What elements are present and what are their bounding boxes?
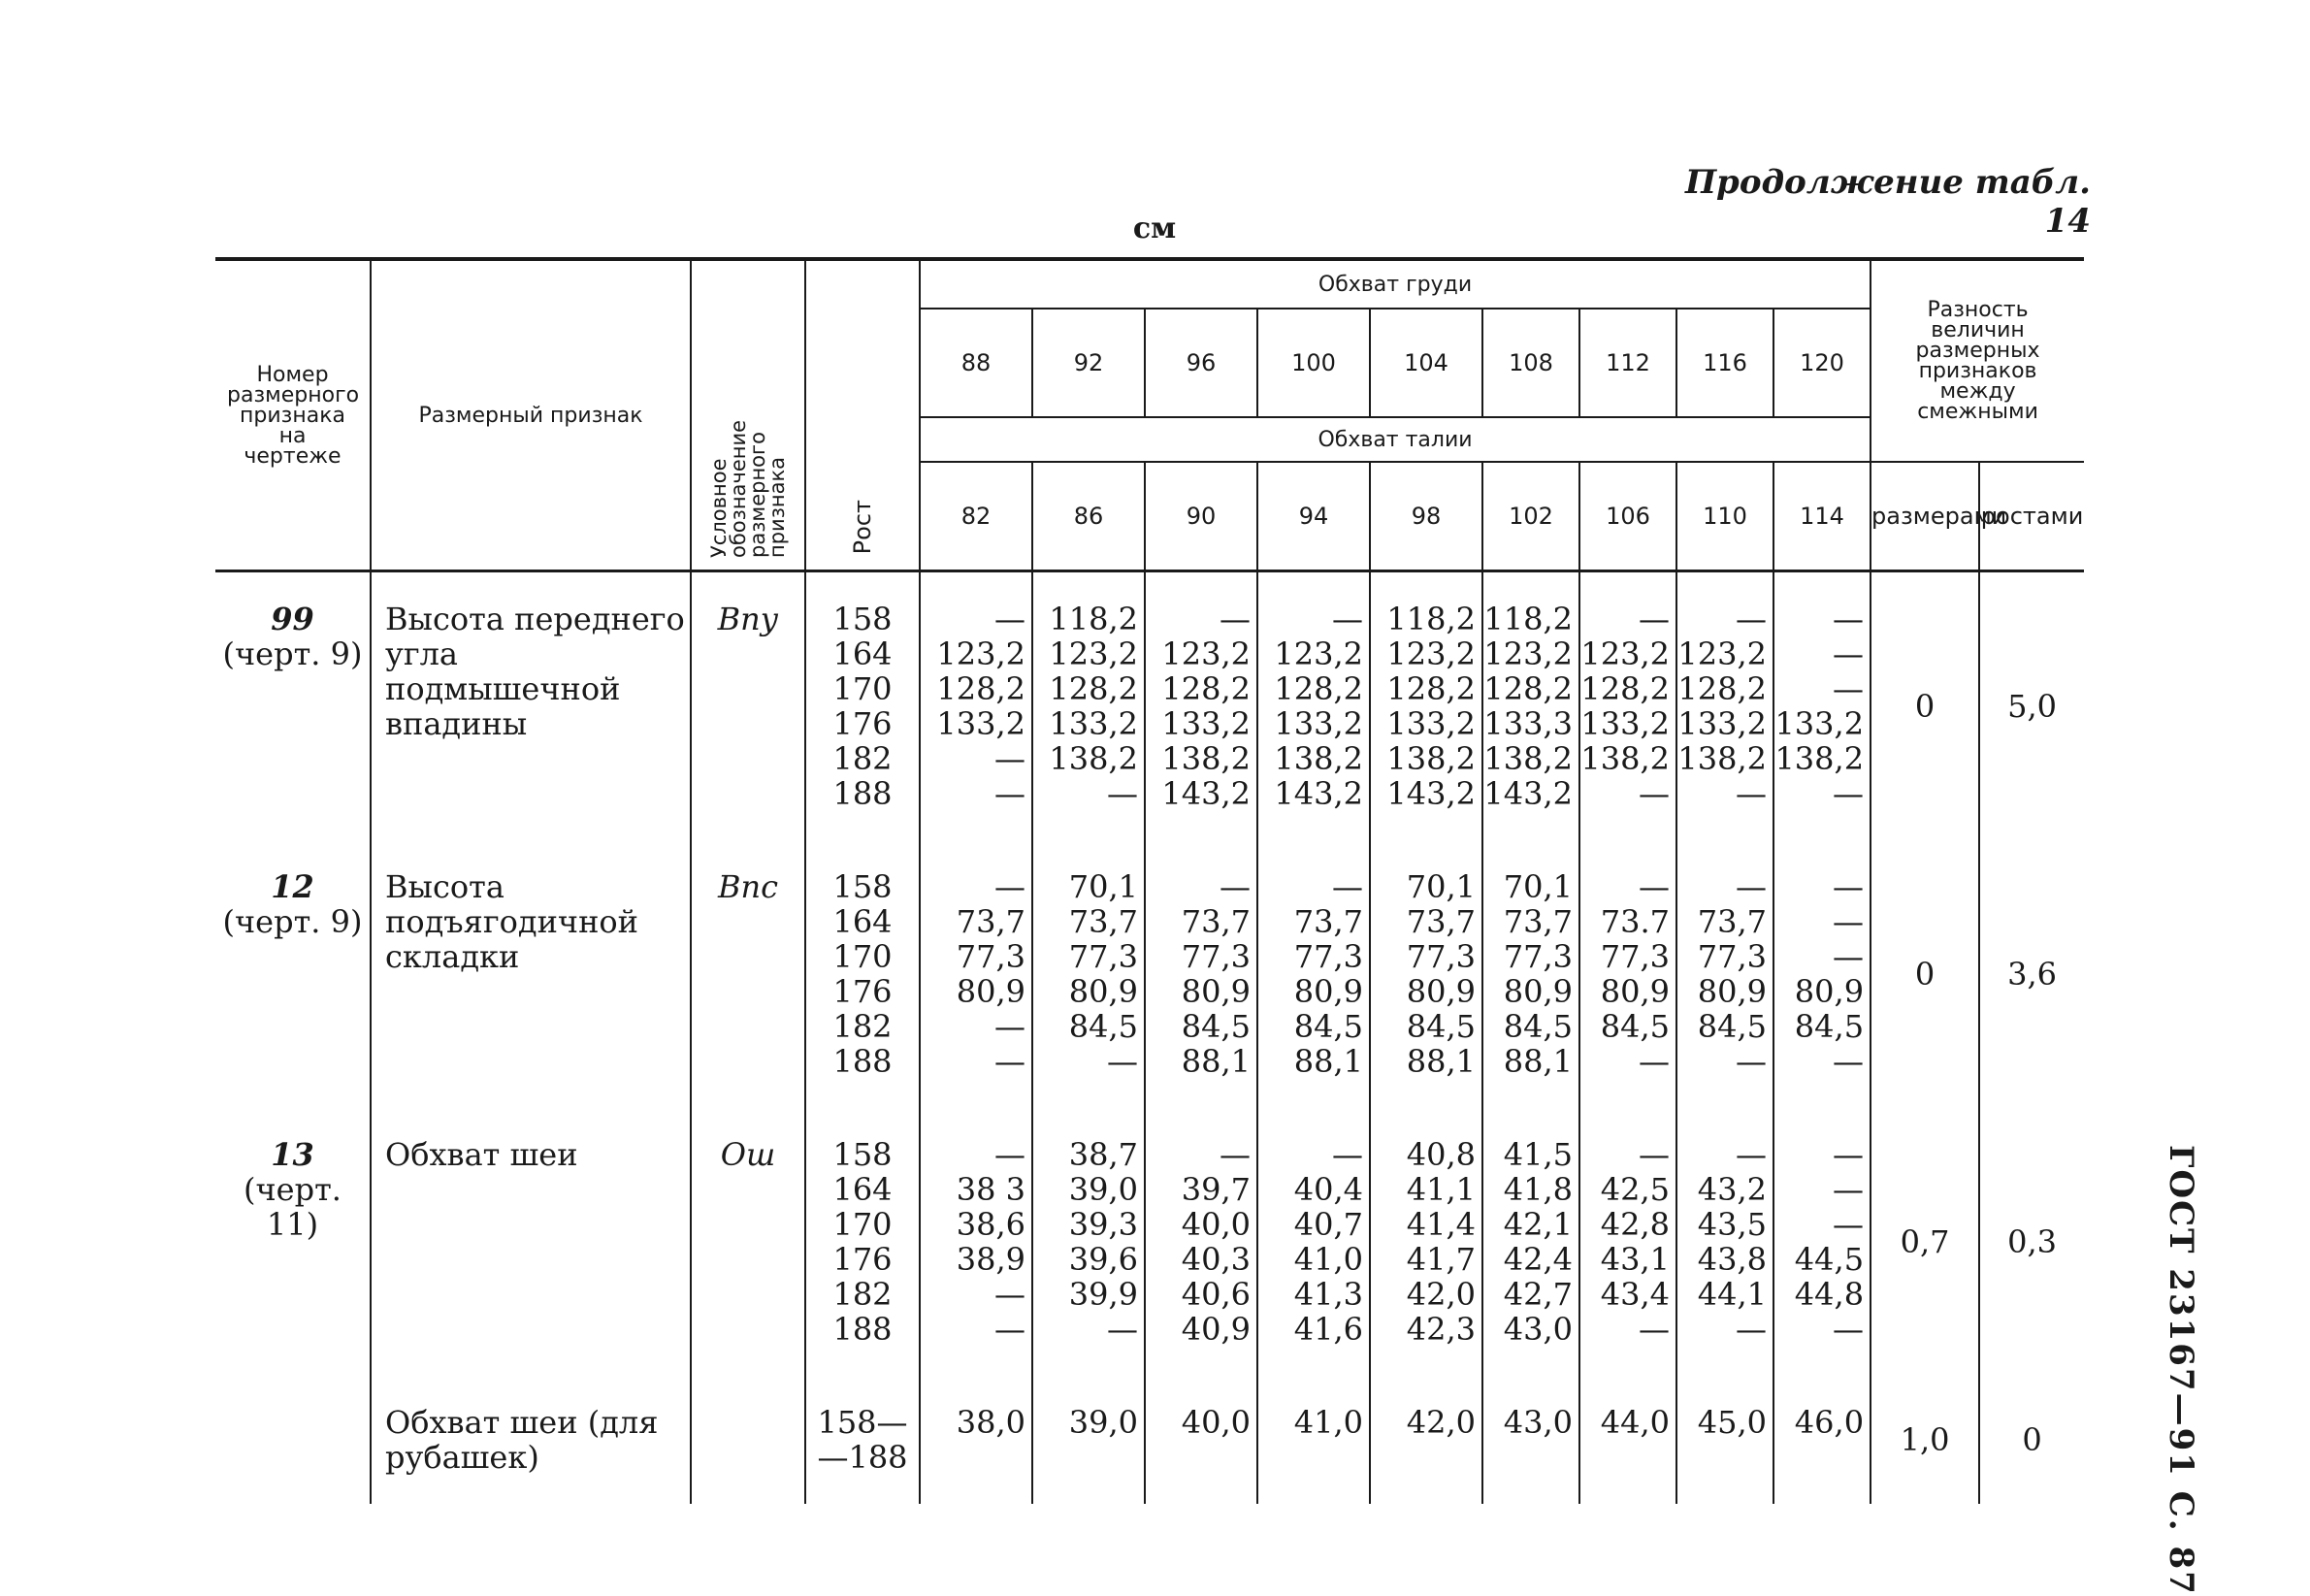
measurement-cell: [1579, 571, 1676, 841]
measurement-value: 46,0: [1794, 1404, 1865, 1441]
measurement-value: 45,0: [1697, 1404, 1767, 1441]
measurement-value: 118,2: [1386, 601, 1476, 637]
measurement-value: 84,5: [1068, 1008, 1138, 1045]
measurement-cell: [1032, 571, 1145, 841]
measurement-value: —: [1736, 1311, 1767, 1348]
feature-number: 12: [271, 868, 314, 905]
measurement-cell: [1482, 1108, 1579, 1376]
measurement-value: 138,2: [1274, 740, 1363, 777]
measurement-value: 138,2: [1386, 740, 1476, 777]
waist-value: 114: [1773, 462, 1871, 571]
measurement-value: 73,7: [1293, 903, 1363, 940]
measurement-value: —: [1833, 1311, 1865, 1348]
chest-value: 92: [1032, 309, 1145, 417]
measurement-value: 73,7: [1181, 903, 1251, 940]
measurement-value: —: [1107, 1043, 1138, 1080]
feature-number: 13: [271, 1136, 314, 1173]
measurement-value: 143,2: [1483, 775, 1573, 812]
measurement-value: 40,0: [1181, 1206, 1251, 1243]
measurement-value: 77,3: [1406, 938, 1476, 975]
measurement-value: 40,7: [1293, 1206, 1363, 1243]
measurement-value: 40,8: [1406, 1136, 1476, 1173]
height-value: 176: [832, 705, 893, 742]
height-value: 188: [832, 1311, 893, 1348]
measurement-value: 39,6: [1068, 1241, 1138, 1278]
chest-value: 116: [1676, 309, 1773, 417]
measurement-value: 80,9: [1697, 973, 1767, 1010]
diff-between-heights: 0,3: [1979, 1108, 2084, 1376]
height-value: 170: [832, 938, 893, 975]
measurement-cell: [920, 1376, 1032, 1504]
measurement-cell: [1676, 840, 1773, 1108]
height-value: 158—: [817, 1404, 908, 1441]
waist-value: 86: [1032, 462, 1145, 571]
measurement-value: 73,7: [1503, 903, 1573, 940]
feature-number-cell: [215, 1376, 371, 1504]
measurement-value: 84,5: [1503, 1008, 1573, 1045]
feature-symbol: Bпс: [691, 840, 805, 1108]
measurement-value: 133,2: [1049, 705, 1138, 742]
measurement-value: —: [1220, 1136, 1251, 1173]
measurement-value: 80,9: [1794, 973, 1865, 1010]
feature-symbol: Bпу: [691, 571, 805, 841]
chest-value: 120: [1773, 309, 1871, 417]
height-values: [805, 1108, 920, 1376]
measurement-value: 38,7: [1068, 1136, 1138, 1173]
measurement-value: 43,2: [1697, 1171, 1767, 1208]
measurement-value: 128,2: [1161, 670, 1251, 707]
table-row: [215, 571, 2084, 841]
height-value: 182: [832, 1276, 893, 1313]
measurement-value: —: [1332, 601, 1363, 637]
measurement-cell: [1676, 1108, 1773, 1376]
measurement-cell: [1145, 1108, 1257, 1376]
measurement-cell: [920, 840, 1032, 1108]
drawing-reference: (черт. 9): [222, 635, 363, 672]
measurement-value: 38,0: [956, 1404, 1025, 1441]
measurement-cell: [1257, 1108, 1370, 1376]
measurement-value: 41,5: [1503, 1136, 1573, 1173]
height-value: 164: [832, 903, 893, 940]
measurement-value: 133,2: [1677, 705, 1767, 742]
height-values: [805, 840, 920, 1108]
measurement-value: —: [1107, 775, 1138, 812]
measurement-cell: [1257, 1376, 1370, 1504]
measurement-value: —: [1833, 1171, 1865, 1208]
measurement-value: —: [1220, 601, 1251, 637]
measurement-value: 128,2: [1049, 670, 1138, 707]
measurement-value: 84,5: [1600, 1008, 1670, 1045]
measurement-value: —: [994, 601, 1025, 637]
measurement-value: 38,9: [956, 1241, 1025, 1278]
measurement-value: 128,2: [1274, 670, 1363, 707]
measurement-value: 41,3: [1293, 1276, 1363, 1313]
measurement-value: 128,2: [1677, 670, 1767, 707]
header-number: Номер размерного признака на чертеже: [215, 259, 371, 571]
measurement-value: 77,3: [1181, 938, 1251, 975]
feature-name: Обхват шеи (для рубашек): [371, 1376, 691, 1504]
chest-value: 104: [1370, 309, 1482, 417]
measurement-value: 73,7: [1068, 903, 1138, 940]
chest-value: 96: [1145, 309, 1257, 417]
measurement-value: 80,9: [1293, 973, 1363, 1010]
height-value: 182: [832, 1008, 893, 1045]
measurement-cell: [1257, 840, 1370, 1108]
header-height-text: Рост: [848, 499, 876, 554]
diff-between-sizes: 0: [1871, 840, 1979, 1108]
measurement-value: 41,0: [1293, 1241, 1363, 1278]
measurement-value: 41,6: [1293, 1311, 1363, 1348]
drawing-reference: (черт. 9): [222, 903, 363, 940]
measurement-value: 80,9: [956, 973, 1025, 1010]
measurement-value: —: [1736, 601, 1767, 637]
measurement-value: 133,3: [1483, 705, 1573, 742]
measurement-cell: [1773, 571, 1871, 841]
measurement-value: 42,3: [1406, 1311, 1476, 1348]
measurements-table: [215, 257, 2084, 1504]
measurement-value: 84,5: [1181, 1008, 1251, 1045]
measurement-value: —: [994, 1276, 1025, 1313]
waist-value: 106: [1579, 462, 1676, 571]
measurement-value: —: [1736, 1043, 1767, 1080]
measurement-value: 44,1: [1697, 1276, 1767, 1313]
side-label-text: ГОСТ 23167—91 С. 87: [2162, 1145, 2200, 1596]
height-value: 170: [832, 670, 893, 707]
measurement-value: 143,2: [1274, 775, 1363, 812]
measurement-value: 38,6: [956, 1206, 1025, 1243]
measurement-value: 138,2: [1049, 740, 1138, 777]
measurement-value: 133,2: [1774, 705, 1865, 742]
measurement-value: 70,1: [1503, 868, 1573, 905]
height-value: 182: [832, 740, 893, 777]
measurement-value: 73.7: [1600, 903, 1670, 940]
table-row: [215, 1376, 2084, 1504]
diff-between-heights: 5,0: [1979, 571, 2084, 841]
measurement-value: 39,3: [1068, 1206, 1138, 1243]
table-row: [215, 840, 2084, 1108]
measurement-value: 41,8: [1503, 1171, 1573, 1208]
measurement-value: 40,6: [1181, 1276, 1251, 1313]
measurement-value: 118,2: [1483, 601, 1573, 637]
height-value: 158: [832, 868, 893, 905]
header-symbol: [691, 259, 805, 571]
measurement-value: —: [1833, 635, 1865, 672]
feature-number-cell: [215, 571, 371, 841]
measurement-value: 41,7: [1406, 1241, 1476, 1278]
measurement-cell: [1032, 1108, 1145, 1376]
measurement-value: —: [1833, 775, 1865, 812]
measurement-value: 41,4: [1406, 1206, 1476, 1243]
measurement-value: 73,7: [1697, 903, 1767, 940]
measurement-value: 138,2: [1161, 740, 1251, 777]
measurement-value: —: [1833, 1043, 1865, 1080]
feature-name: Высота переднего угла подмышечной впадины: [371, 571, 691, 841]
measurement-value: 43,0: [1503, 1404, 1573, 1441]
measurement-value: —: [1833, 1136, 1865, 1173]
header-waist-group: Обхват талии: [920, 417, 1871, 462]
measurement-value: 73,7: [1406, 903, 1476, 940]
height-value: 176: [832, 1241, 893, 1278]
header-diff-group: Разность величин размерных признаков между смежными: [1871, 259, 2084, 462]
measurement-value: 128,2: [1483, 670, 1573, 707]
table-row: [215, 1108, 2084, 1376]
measurement-cell: [920, 571, 1032, 841]
measurement-value: 123,2: [1580, 635, 1670, 672]
header-chest-group: Обхват груди: [920, 259, 1871, 309]
measurement-value: 43,0: [1503, 1311, 1573, 1348]
measurement-cell: [1145, 571, 1257, 841]
waist-value: 90: [1145, 462, 1257, 571]
measurement-value: —: [994, 1043, 1025, 1080]
measurement-value: 84,5: [1794, 1008, 1865, 1045]
measurement-value: —: [1736, 1136, 1767, 1173]
header-symbol-text: Условное обозначение размерного признака: [707, 419, 789, 558]
measurement-value: 88,1: [1503, 1043, 1573, 1080]
measurement-value: 133,2: [1161, 705, 1251, 742]
measurement-cell: [1482, 840, 1579, 1108]
measurement-value: 123,2: [1483, 635, 1573, 672]
measurement-value: —: [994, 1311, 1025, 1348]
measurement-value: —: [994, 868, 1025, 905]
measurement-value: 77,3: [1068, 938, 1138, 975]
measurement-value: 41,1: [1406, 1171, 1476, 1208]
measurement-value: 42,8: [1600, 1206, 1670, 1243]
feature-number-cell: [215, 1108, 371, 1376]
measurement-value: 70,1: [1068, 868, 1138, 905]
measurement-value: —: [1220, 868, 1251, 905]
measurement-value: 39,0: [1068, 1171, 1138, 1208]
measurement-value: —: [1833, 903, 1865, 940]
measurement-value: 88,1: [1293, 1043, 1363, 1080]
measurement-value: 40,4: [1293, 1171, 1363, 1208]
unit-label: см: [1132, 212, 1177, 245]
measurement-value: 39,9: [1068, 1276, 1138, 1313]
measurement-value: —: [1833, 938, 1865, 975]
measurement-value: 39,7: [1181, 1171, 1251, 1208]
measurement-value: 143,2: [1161, 775, 1251, 812]
header-name: Размерный признак: [371, 259, 691, 571]
measurement-value: 84,5: [1406, 1008, 1476, 1045]
measurement-cell: [1370, 1108, 1482, 1376]
diff-between-heights: 3,6: [1979, 840, 2084, 1108]
measurement-cell: [1370, 1376, 1482, 1504]
measurement-value: 143,2: [1386, 775, 1476, 812]
measurement-value: 133,2: [1580, 705, 1670, 742]
measurement-value: 43,1: [1600, 1241, 1670, 1278]
measurement-cell: [1370, 571, 1482, 841]
height-values: [805, 1376, 920, 1504]
measurement-cell: [1579, 1108, 1676, 1376]
measurement-value: —: [1639, 868, 1670, 905]
measurement-value: 73,7: [956, 903, 1025, 940]
feature-number: 99: [271, 601, 314, 637]
measurement-value: 77,3: [1697, 938, 1767, 975]
measurement-value: —: [1639, 1311, 1670, 1348]
feature-number-cell: [215, 840, 371, 1108]
measurement-value: 133,2: [936, 705, 1025, 742]
height-value: 164: [832, 635, 893, 672]
chest-value: 100: [1257, 309, 1370, 417]
measurement-cell: [920, 1108, 1032, 1376]
measurement-cell: [1482, 571, 1579, 841]
measurement-value: —: [1332, 1136, 1363, 1173]
measurement-value: —: [994, 775, 1025, 812]
measurement-value: —: [1736, 868, 1767, 905]
measurement-value: 133,2: [1386, 705, 1476, 742]
table-caption: Продолжение табл. 14: [1684, 163, 2091, 241]
measurement-value: 38 3: [956, 1171, 1025, 1208]
height-values: [805, 571, 920, 841]
measurement-value: 88,1: [1406, 1043, 1476, 1080]
measurement-value: 44,5: [1794, 1241, 1865, 1278]
measurement-value: 70,1: [1406, 868, 1476, 905]
feature-name: Обхват шеи: [371, 1108, 691, 1376]
measurement-cell: [1032, 840, 1145, 1108]
chest-value: 108: [1482, 309, 1579, 417]
measurement-value: 40,0: [1181, 1404, 1251, 1441]
measurement-cell: [1773, 1108, 1871, 1376]
measurement-cell: [1145, 1376, 1257, 1504]
diff-between-sizes: 1,0: [1871, 1376, 1979, 1504]
diff-between-sizes: 0,7: [1871, 1108, 1979, 1376]
measurement-cell: [1773, 840, 1871, 1108]
measurement-value: 43,8: [1697, 1241, 1767, 1278]
measurement-value: 77,3: [1293, 938, 1363, 975]
measurement-value: 40,3: [1181, 1241, 1251, 1278]
measurement-value: 42,0: [1406, 1404, 1476, 1441]
height-value: 176: [832, 973, 893, 1010]
measurement-value: 123,2: [1161, 635, 1251, 672]
measurement-value: 43,5: [1697, 1206, 1767, 1243]
measurement-value: —: [1639, 1043, 1670, 1080]
measurement-value: 128,2: [936, 670, 1025, 707]
measurement-value: —: [1833, 868, 1865, 905]
measurement-cell: [1145, 840, 1257, 1108]
measurement-cell: [1676, 1376, 1773, 1504]
measurement-value: —: [994, 1008, 1025, 1045]
measurement-value: —: [1332, 868, 1363, 905]
measurement-cell: [1482, 1376, 1579, 1504]
measurement-value: 138,2: [1580, 740, 1670, 777]
measurement-value: 42,0: [1406, 1276, 1476, 1313]
measurement-value: 123,2: [1677, 635, 1767, 672]
measurement-value: —: [1833, 670, 1865, 707]
diff-between-sizes: 0: [1871, 571, 1979, 841]
feature-symbol: Oш: [691, 1108, 805, 1376]
measurement-value: —: [1107, 1311, 1138, 1348]
measurement-value: 128,2: [1386, 670, 1476, 707]
measurement-value: 123,2: [1274, 635, 1363, 672]
measurement-value: 123,2: [936, 635, 1025, 672]
feature-symbol: [691, 1376, 805, 1504]
diff-between-heights: 0: [1979, 1376, 2084, 1504]
waist-value: 82: [920, 462, 1032, 571]
header-diff-heights: ростами: [1979, 462, 2084, 571]
waist-value: 102: [1482, 462, 1579, 571]
height-value: 158: [832, 601, 893, 637]
measurement-value: —: [994, 1136, 1025, 1173]
measurement-value: 42,1: [1503, 1206, 1573, 1243]
measurement-value: 138,2: [1677, 740, 1767, 777]
measurement-value: 42,7: [1503, 1276, 1573, 1313]
measurement-cell: [1579, 840, 1676, 1108]
measurement-cell: [1579, 1376, 1676, 1504]
measurement-value: 80,9: [1600, 973, 1670, 1010]
measurement-value: 44,0: [1600, 1404, 1670, 1441]
measurement-value: 80,9: [1406, 973, 1476, 1010]
measurement-value: 77,3: [1600, 938, 1670, 975]
measurement-value: 80,9: [1068, 973, 1138, 1010]
measurement-value: —: [994, 740, 1025, 777]
measurement-value: —: [1833, 1206, 1865, 1243]
measurement-value: 88,1: [1181, 1043, 1251, 1080]
measurement-cell: [1032, 1376, 1145, 1504]
measurement-value: 42,5: [1600, 1171, 1670, 1208]
chest-value: 88: [920, 309, 1032, 417]
measurement-value: —: [1833, 601, 1865, 637]
measurement-value: 80,9: [1503, 973, 1573, 1010]
measurement-value: 133,2: [1274, 705, 1363, 742]
measurement-value: —: [1639, 1136, 1670, 1173]
drawing-reference: (черт. 11): [244, 1171, 342, 1243]
measurement-value: 118,2: [1049, 601, 1138, 637]
height-value: 164: [832, 1171, 893, 1208]
measurement-value: 44,8: [1794, 1276, 1865, 1313]
measurement-value: 40,9: [1181, 1311, 1251, 1348]
header-diff-sizes: размерами: [1871, 462, 1979, 571]
measurement-cell: [1370, 840, 1482, 1108]
measurement-value: 123,2: [1386, 635, 1476, 672]
measurement-value: 123,2: [1049, 635, 1138, 672]
measurement-value: 84,5: [1697, 1008, 1767, 1045]
height-value: —188: [817, 1439, 908, 1476]
measurement-value: 42,4: [1503, 1241, 1573, 1278]
height-value: 188: [832, 1043, 893, 1080]
measurement-value: 77,3: [956, 938, 1025, 975]
measurement-value: 80,9: [1181, 973, 1251, 1010]
measurement-value: —: [1639, 775, 1670, 812]
table-body: [215, 571, 2084, 1505]
measurement-cell: [1773, 1376, 1871, 1504]
height-value: 188: [832, 775, 893, 812]
header-height: [805, 259, 920, 571]
measurement-value: 41,0: [1293, 1404, 1363, 1441]
measurement-value: 43,4: [1600, 1276, 1670, 1313]
measurement-value: 84,5: [1293, 1008, 1363, 1045]
measurement-value: —: [1639, 601, 1670, 637]
height-value: 158: [832, 1136, 893, 1173]
measurement-cell: [1676, 571, 1773, 841]
measurement-value: 138,2: [1483, 740, 1573, 777]
measurement-cell: [1257, 571, 1370, 841]
chest-value: 112: [1579, 309, 1676, 417]
feature-name: Высота подъягодичной складки: [371, 840, 691, 1108]
measurement-value: 128,2: [1580, 670, 1670, 707]
waist-value: 98: [1370, 462, 1482, 571]
measurement-value: 138,2: [1774, 740, 1865, 777]
waist-value: 94: [1257, 462, 1370, 571]
measurement-value: 77,3: [1503, 938, 1573, 975]
height-value: 170: [832, 1206, 893, 1243]
measurement-value: 39,0: [1068, 1404, 1138, 1441]
waist-value: 110: [1676, 462, 1773, 571]
measurement-value: —: [1736, 775, 1767, 812]
